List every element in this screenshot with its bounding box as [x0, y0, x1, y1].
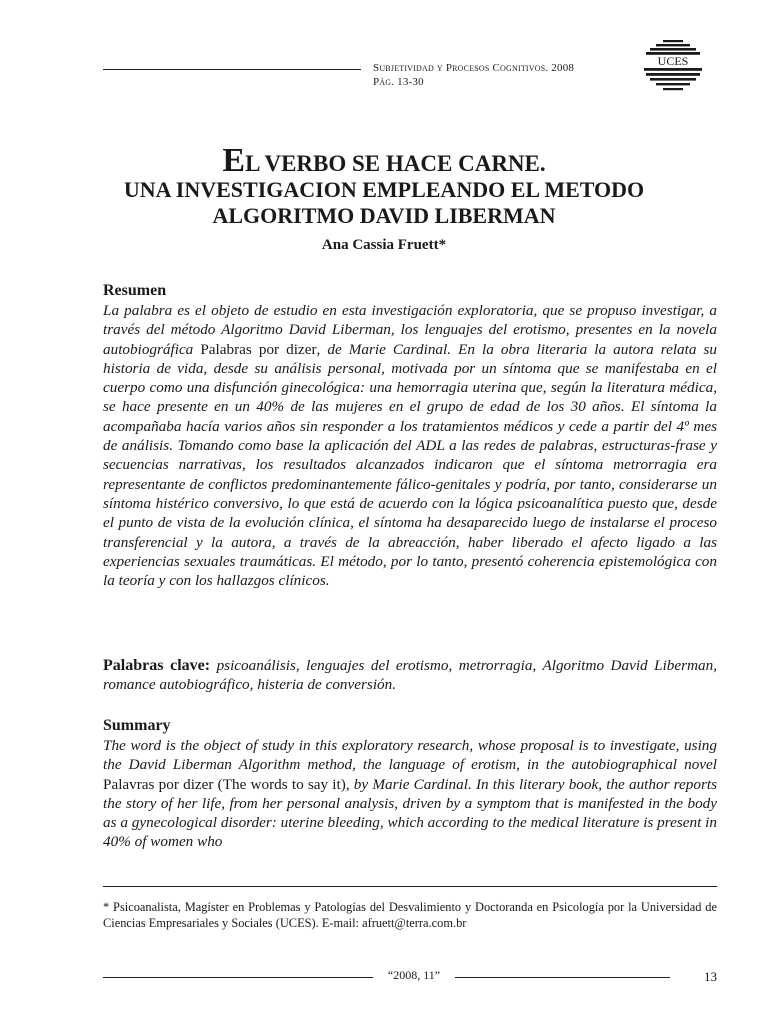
keywords-section [103, 656, 717, 695]
title-line-3: ALGORITMO DAVID LIBERMAN [212, 203, 556, 228]
resumen-text-part-1: La palabra es el objeto de estudio en esta investigación exploratoria, que se propuso investigar, a través del método Algoritmo David Liberman, los lenguajes del erotismo, presentes en la novela autobiográfica [103, 302, 717, 358]
title-line-2: UNA INVESTIGACION EMPLEANDO EL METODO [123, 177, 645, 202]
footnote-rule [103, 886, 717, 887]
keywords-label: Palabras clave: [103, 657, 211, 674]
author-name: Ana Cassia Fruett* [321, 237, 447, 253]
header-rule [103, 69, 361, 70]
page-number: 13 [704, 969, 717, 984]
logo-text: UCES [657, 54, 689, 68]
resumen-heading: Resumen [103, 282, 167, 299]
summary-heading: Summary [103, 717, 171, 734]
footer-issue: “2008, 11” [387, 968, 441, 982]
summary-text-part-2: , by Marie Cardinal. In this literary book, the author reports the story of her life, from her personal analysis, driven by a symptom that is manifested in the body as a gynecological disorder: uterine bleeding, which according to the medical literature is present in 40% of women who [103, 775, 717, 851]
keywords-text [103, 656, 717, 695]
summary-section [103, 716, 717, 852]
author-footnote: * Psicoanalista, Magíster en Problemas y Patologías del Desvalimiento y Doctoranda en Psicología por la Universidad de Ciencias Empresariales y Sociales (UCES). E-mail: afruett@terra.com.br [103, 900, 717, 930]
running-header [373, 61, 574, 89]
journal-name: Subjetividad y Procesos Cognitivos. 2008 [373, 62, 575, 74]
title-line-1 [60, 142, 708, 179]
resumen-text [103, 301, 717, 590]
article-title-block [60, 142, 708, 255]
title-dropcap: E [222, 142, 246, 179]
title-line-1-rest: L VERBO SE HACE CARNE. [245, 151, 546, 176]
resumen-book-title: Palabras por dizer [200, 340, 317, 358]
footer-rule-right [455, 977, 670, 978]
summary-text-part-1: The word is the object of study in this exploratory research, whose proposal is to investigate, using the David Liberman Algorithm method, the language of erotism, in the autobiographical novel [103, 737, 717, 774]
uces-logo-icon [637, 38, 709, 100]
keywords-list: psicoanálisis, lenguajes del erotismo, metrorragia, Algoritmo David Liberman, romance autobiográfico, histeria de conversión. [103, 657, 717, 694]
summary-text [103, 736, 717, 852]
page-range: Pág. 13-30 [373, 76, 424, 88]
resumen-text-part-2: , de Marie Cardinal. En la obra literaria la autora relata su historia de vida, desde su análisis personal, motivada por un síntoma que se manifestaba en el cuerpo como una disfunción ginecológica: una hemorragia uterina que, según la literatura médica, se hace presente en un 40% de las mujeres en el grupo de edad de los 30 años. El síntoma la acompañaba hacía varios años sin responder a los tratamientos médicos y cede a partir del 4º mes de análisis. Tomando como base la aplicación del ADL a las redes de palabras, estructuras-frase y secuencias narrativas, los resultados alcanzados indicaron que el síntoma metrorragia era representante de conflictos predominantemente fálico-genitales y podría, por tanto, considerarse un síntoma histérico conversivo, lo que está de acuerdo con la lógica psicoanalítica puesto que, desde el punto de vista de la evolución clínica, el síntoma ha desaparecido luego de instalarse el proceso transferencial y la autora, a través de la abreacción, haber liberado el afecto ligado a las experiencias sexuales traumáticas. El método, por lo tanto, presentó coherencia epistemológica con la teoría y con los hallazgos clínicos. [103, 340, 718, 590]
footer-rule-left [103, 977, 373, 978]
summary-book-title: Palavras por dizer (The words to say it) [103, 775, 346, 793]
resumen-section [103, 281, 717, 590]
